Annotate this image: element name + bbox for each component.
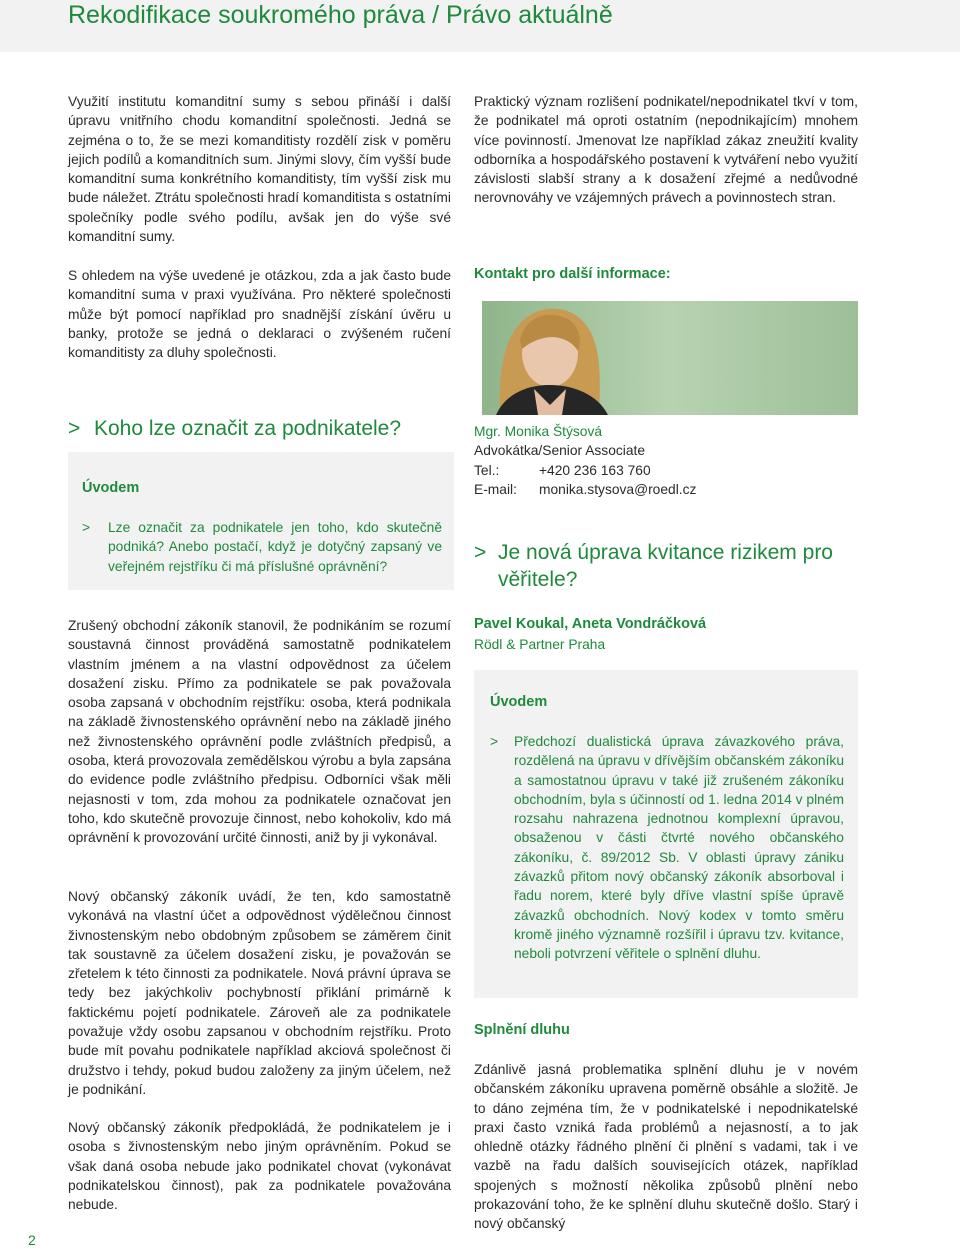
contact-position: Advokátka/Senior Associate	[474, 443, 646, 458]
contact-photo	[482, 301, 858, 415]
page-title: Rekodifikace soukromého práva / Právo aktuálně	[68, 1, 613, 29]
contact-heading: Kontakt pro další informace:	[474, 266, 671, 282]
heading-text: Koho lze označit za podnikatele?	[94, 417, 402, 440]
contact-name: Mgr. Monika Štýsová	[474, 424, 603, 439]
heading-arrow: >	[68, 417, 81, 440]
left-body-paragraph-1: Zrušený obchodní zákoník stanovil, že podnikáním se rozumí soustavná činnost prováděná samostatně podnikatelem vlastním jménem a na vlastní odpovědnost za účelem dosažení zisku. Přímo za podnikatele se pak považovala osoba zapsaná v obchodním rejstříku: osoba, která podnikala na základě živnostenského oprávnění nebo na základě jiného než živnostenského oprávnění podle zvláštních předpisů, a osoba, která provozovala zemědělskou výrobu a byla zapsána do evidence podle zvláštního předpisu. Odborníci však měli nejasnosti v tom, zda mohou za podnikatele označovat jen toho, kdo skutečně provozuje činnost, nebo kohokoliv, kdo má oprávnění k provozování určité činnosti, aniž by ji vykonával.	[68, 618, 451, 846]
intro-box-left	[68, 452, 454, 590]
box-bullet: >	[490, 734, 499, 749]
article-authors: Pavel Koukal, Aneta Vondráčková	[474, 616, 707, 632]
subheading-splneni-dluhu: Splnění dluhu	[474, 1022, 570, 1038]
article-heading-podnikatel	[68, 416, 468, 441]
intro-box-right	[474, 670, 858, 998]
left-body-paragraph-3: Nový občanský zákoník předpokládá, že podnikatelem je i osoba s živnostenským nebo jiným oprávněním. Pokud se však daná osoba nebude jako podnikatel chovat (vykonávat podnikatelskou činnost), pak za podnikatele považována nebude.	[68, 1120, 451, 1213]
left-intro-paragraph-2: S ohledem na výše uvedené je otázkou, zda a jak často bude komanditní suma v praxi využívána. Pro některé společnosti může být pomocí například pro snadnější získání úvěru u banky, protože se jedná o deklaraci o zvýšeném ručení komanditisty za dluhy společnosti.	[68, 268, 451, 361]
portrait-image	[482, 301, 858, 415]
page-number: 2	[28, 1232, 36, 1248]
heading-text-line-1: Je nová úprava kvitance rizikem pro	[498, 541, 833, 564]
heading-arrow: >	[474, 541, 487, 564]
box-label: Úvodem	[490, 694, 548, 710]
box-bullet: >	[82, 520, 91, 535]
box-text: Předchozí dualistická úprava závazkového práva, rozdělená na úpravu v dřívějším občanském zákoníku a samostatnou úpravu v také již zrušeném zákoníku obchodním, byla s účinností od 1. ledna 2014 v plném rozsahu nahrazena jednotnou komplexní úpravou, obsaženou v části čtvrté nového občanského zákoníku, č. 89/2012 Sb. V oblasti úpravy zániku závazků přitom nový občanský zákoník absorboval i řadu norem, které byly dříve vlastní spíše úpravě závazků obchodních. Nový kodex v tomto směru kromě jiného významně rozšířil i úpravu tzv. kvitance, neboli potvrzení věřitele o splnění dluhu.	[514, 734, 844, 962]
contact-email-label: E-mail:	[474, 482, 517, 497]
right-intro-paragraph: Praktický význam rozlišení podnikatel/nepodnikatel tkví v tom, že podnikatel má oproti ostatním (nepodnikajícím) mnohem více povinností. Jmenovat lze například zákaz zneužití kvality odborníka a hospodářského postavení k vytváření nebo využití závislosti slabší strany a k dosažení zřejmé a nedůvodné nerovnováhy ve vzájemných právech a povinnostech stran.	[474, 94, 858, 206]
article-firm: Rödl & Partner Praha	[474, 637, 606, 652]
left-intro-paragraph-1: Využití institutu komanditní sumy s sebou přináší i další úpravu vnitřního chodu komanditní společnosti. Jedná se zejména o to, že se mezi komanditisty rozdělí zisk v poměru jejich podílů a komanditních sum. Jinými slovy, čím vyšší bude komanditní suma konkrétního komanditisty, tím vyšší zisk mu bude náležet. Ztrátu společnosti hradí komanditista s ostatními společníky podle svého podílu, avšak jen do výše své komanditní sumy.	[68, 94, 451, 245]
right-body-paragraph: Zdánlivě jasná problematika splnění dluhu je v novém občanském zákoníku upravena poměrně obsáhle a složitě. Je to dáno zejména tím, že v podnikatelské i nepodnikatelské praxi často vzniká řada problémů a nejasností, a to jak ohledně otázky řádného plnění či plnění s vadami, tak i ve vazbě na řadu dalších souvisejících otázek, například spojených s možností několika způsobů plnění nebo prokazování toho, že ke splnění dluhu skutečně došlo. Starý i nový občanský	[474, 1062, 858, 1232]
box-label: Úvodem	[82, 480, 140, 496]
page-header	[0, 0, 960, 52]
box-text: Lze označit za podnikatele jen toho, kdo skutečně podniká? Anebo postačí, když je dotyčný zapsaný ve veřejném rejstříku či má příslušné oprávnění?	[108, 520, 442, 574]
heading-text-line-2: věřitele?	[498, 568, 578, 591]
contact-email-link[interactable]: monika.stysova@roedl.cz	[539, 482, 697, 497]
contact-tel-value: +420 236 163 760	[539, 463, 651, 478]
contact-tel-label: Tel.:	[474, 463, 500, 478]
left-body-paragraph-2: Nový občanský zákoník uvádí, že ten, kdo samostatně vykonává na vlastní účet a odpovědnost výdělečnou činnost živnostenským nebo obdobným způsobem se záměrem činit tak soustavně za účelem dosažení zisku, je považován se zřetelem k této činnosti za podnikatele. Nová právní úprava se tedy bez jakýchkoliv pochybností přiklání primárně k faktickému pojetí podnikatele. Zároveň ale za podnikatele považuje vždy osobu zapsanou v obchodním rejstříku. Proto bude mít povahu podnikatele například akciová společnost či družstvo i tehdy, pokud budou založeny za jiným účelem, než je podnikání.	[68, 889, 451, 1097]
